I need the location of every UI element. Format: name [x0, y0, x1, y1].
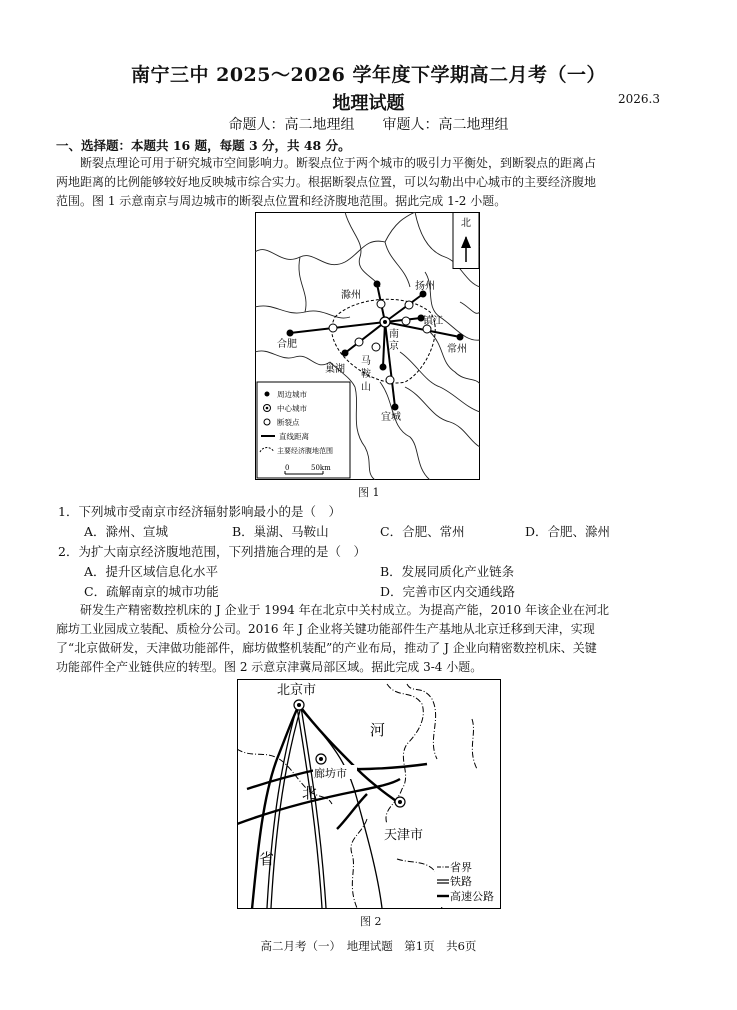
- province-char-he: 河: [370, 721, 386, 739]
- city-label-nanjing-2: 京: [389, 341, 399, 352]
- figure-1-legend: [257, 382, 350, 478]
- city-label-changzhou: 常州: [447, 344, 467, 355]
- city-label-nanjing-1: 南: [389, 329, 399, 340]
- passage-1-line: 两地距离的比例能够较好地反映城市综合实力。根据断裂点位置，可以勾勒出中心城市的主要经济腹地: [56, 175, 597, 189]
- q2-option-d[interactable]: D．完善市区内交通线路: [380, 584, 516, 599]
- figure-2-map: [237, 679, 501, 909]
- city-label-zhenjiang: 镇江: [423, 316, 443, 327]
- q1-option-d[interactable]: D．合肥、滁州: [525, 524, 611, 539]
- legend-break-point: 断裂点: [277, 418, 300, 427]
- city-label-beijing: 北京市: [277, 683, 317, 698]
- exam-authors: 命题人：高二地理组 审题人：高二地理组: [228, 117, 509, 133]
- q2-option-c[interactable]: C．疏解南京的城市功能: [84, 584, 219, 599]
- legend-scale-label: 50km: [311, 464, 331, 472]
- passage-2-line: 研发生产精密数控机床的 J 企业于 1994 年在北京中关村成立。为提高产能，2010 年该企业在河北: [80, 603, 609, 617]
- legend-highway: 高速公路: [450, 890, 494, 903]
- passage-2-line: 了“北京做研发，天津做功能部件，廊坊做整机装配”的产业布局，推动了 J 企业向精密数控机床、关键: [56, 641, 597, 655]
- city-marker-langfang: [316, 754, 326, 764]
- figure-2-legend: [435, 859, 499, 907]
- figure-1-caption: 图 1: [358, 486, 380, 499]
- q1-option-b[interactable]: B．巢湖、马鞍山: [232, 524, 329, 539]
- north-arrow: [453, 213, 479, 269]
- city-label-chuzhou: 滁州: [341, 290, 361, 301]
- province-char-sheng: 省: [259, 850, 275, 868]
- passage-1: [56, 154, 686, 211]
- city-marker-tianjin: [395, 797, 405, 807]
- legend-province-boundary: 省界: [450, 861, 472, 874]
- q1-option-a[interactable]: A．滁州、宣城: [84, 524, 169, 539]
- q2-option-b[interactable]: B．发展同质化产业链条: [380, 564, 515, 579]
- legend-scale-zero: 0: [285, 464, 290, 472]
- city-label-maanshan-1: 马: [361, 356, 371, 367]
- passage-1-line: 范围。图 1 示意南京与周边城市的断裂点位置和经济腹地范围。据此完成 1-2 小题。: [56, 194, 507, 208]
- passage-1-line: 断裂点理论可用于研究城市空间影响力。断裂点位于两个城市的吸引力平衡处，到断裂点的距离占: [80, 156, 597, 170]
- city-label-xuancheng: 宜城: [381, 412, 401, 423]
- exam-subtitle: 地理试题: [332, 93, 405, 114]
- exam-date: 2026.3: [618, 92, 660, 106]
- q2-option-a[interactable]: A．提升区域信息化水平: [84, 564, 219, 579]
- figure-1-map: [255, 212, 480, 480]
- section-heading: 一、选择题：本题共 16 题，每题 3 分，共 48 分。: [56, 138, 351, 153]
- province-char-bei: 北: [302, 784, 318, 802]
- city-marker-beijing: [294, 700, 304, 710]
- city-label-hefei: 合肥: [277, 339, 297, 350]
- city-label-tianjin: 天津市: [384, 828, 424, 843]
- north-label: 北: [461, 218, 471, 229]
- page-footer: 高二月考（一） 地理试题 第1页 共6页: [260, 939, 477, 953]
- exam-title: 南宁三中 2025～2026 学年度下学期高二月考（一）: [131, 64, 606, 86]
- city-label-maanshan-2: 鞍: [361, 369, 371, 380]
- legend-hinterland: 主要经济腹地范围: [277, 447, 333, 455]
- q1-option-c[interactable]: C．合肥、常州: [380, 524, 465, 539]
- legend-distance: 直线距离: [279, 432, 309, 441]
- city-label-maanshan-3: 山: [361, 382, 371, 393]
- legend-surrounding-city: 周边城市: [277, 390, 307, 399]
- center-city-nanjing: [380, 317, 390, 327]
- legend-center-city: 中心城市: [277, 404, 307, 413]
- city-label-langfang: 廊坊市: [314, 767, 347, 780]
- figure-2-caption: 图 2: [360, 915, 382, 928]
- question-2-stem: 2．为扩大南京经济腹地范围，下列措施合理的是（ ）: [58, 544, 366, 559]
- passage-2: [56, 601, 686, 677]
- legend-railway: 铁路: [450, 875, 472, 888]
- passage-2-line: 功能部件全产业链供应的转型。图 2 示意京津冀局部区域。据此完成 3-4 小题。: [56, 660, 483, 674]
- question-1-stem: 1．下列城市受南京市经济辐射影响最小的是（ ）: [58, 504, 341, 519]
- city-label-yangzhou: 扬州: [415, 281, 435, 292]
- city-label-chaohu: 巢湖: [325, 364, 345, 375]
- passage-2-line: 廊坊工业园成立装配、质检分公司。2016 年 J 企业将关键功能部件生产基地从北京迁移到天津，实现: [56, 622, 595, 636]
